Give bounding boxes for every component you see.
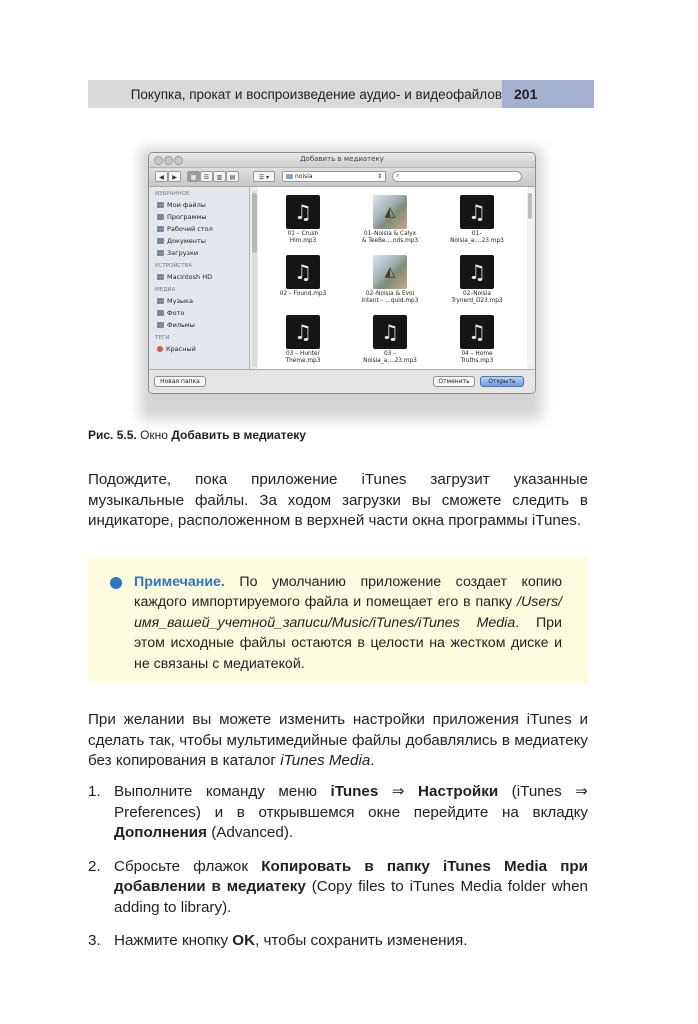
new-folder-button[interactable]: Новая папка bbox=[154, 376, 206, 387]
step-bold: OK bbox=[232, 932, 256, 949]
music-icon bbox=[157, 298, 164, 304]
updown-icon: ⇕ bbox=[376, 173, 382, 180]
file-name-line2: & TeeBe....nds.mp3 bbox=[361, 238, 419, 244]
running-header bbox=[88, 80, 594, 108]
window-titlebar bbox=[149, 153, 535, 168]
sidebar-item-photos[interactable] bbox=[149, 307, 249, 319]
note-box bbox=[88, 557, 588, 683]
list-item bbox=[88, 782, 588, 844]
file-name-line1: 01–Noisia & Calyx bbox=[363, 231, 417, 237]
figure-caption bbox=[88, 428, 306, 442]
album-art-icon: ◭ bbox=[373, 255, 407, 289]
file-name-line2: Intent – ...quid.mp3 bbox=[361, 298, 419, 304]
steps-list bbox=[88, 782, 588, 965]
sidebar-item-label: Фото bbox=[167, 309, 185, 317]
sidebar-item-label: Мои файлы bbox=[167, 201, 206, 209]
list-item-number: 2. bbox=[88, 857, 101, 875]
sidebar-item-macintosh-hd[interactable] bbox=[149, 271, 249, 283]
applications-icon bbox=[157, 214, 164, 220]
file-name-line1: 01– bbox=[471, 231, 483, 237]
file-item[interactable] bbox=[261, 255, 345, 298]
paragraph-2 bbox=[88, 710, 588, 772]
sidebar-item-label: Macintosh HD bbox=[167, 273, 213, 281]
file-item[interactable] bbox=[261, 195, 345, 245]
view-coverflow-button[interactable]: ▤ bbox=[226, 171, 239, 182]
music-note-icon: ♫ bbox=[460, 195, 494, 229]
forward-button[interactable]: ▶ bbox=[168, 171, 181, 182]
sidebar-item-music[interactable] bbox=[149, 295, 249, 307]
sidebar-item-documents[interactable] bbox=[149, 235, 249, 247]
paragraph-2-end: . bbox=[370, 752, 375, 769]
step-text: (iTunes ⇒ Preferences) и в открывшемся окне перейдите на вкладку bbox=[114, 783, 588, 821]
sidebar-item-label: Красный bbox=[166, 345, 196, 353]
step-bold: Дополнения bbox=[114, 824, 207, 841]
view-icons-button[interactable]: ▦ bbox=[187, 171, 200, 182]
file-item[interactable] bbox=[435, 315, 519, 365]
step-text: Сбросьте флажок bbox=[114, 857, 262, 875]
note-text bbox=[134, 572, 562, 674]
page-number: 201 bbox=[502, 80, 594, 108]
window-bottom-bar bbox=[149, 369, 535, 394]
file-name-line2: Trynerd_D23.mp3 bbox=[451, 298, 503, 304]
sidebar-item-applications[interactable] bbox=[149, 211, 249, 223]
content-scrollbar[interactable] bbox=[527, 189, 533, 367]
file-item[interactable] bbox=[348, 255, 432, 305]
file-name-line2: Noisia_a....23.mp3 bbox=[363, 358, 417, 364]
album-art-icon: ◭ bbox=[373, 195, 407, 229]
list-item bbox=[88, 931, 588, 952]
file-grid bbox=[258, 187, 528, 369]
file-item[interactable] bbox=[348, 195, 432, 245]
downloads-icon bbox=[157, 250, 164, 256]
caption-text: Окно bbox=[140, 428, 168, 442]
figure-label: Рис. 5.5. bbox=[88, 428, 137, 442]
note-text-before: По умолчанию приложение создает копию каждого импортируемого файла и помещает его в папку bbox=[134, 574, 562, 611]
caption-bold: Добавить в медиатеку bbox=[171, 428, 306, 442]
sidebar-item-desktop[interactable] bbox=[149, 223, 249, 235]
note-text-after: . При этом исходные файлы остаются в целости на жестком диске и не связаны с медиатекой. bbox=[134, 614, 562, 672]
file-name-line1: 02 – Found.mp3 bbox=[279, 291, 327, 297]
sidebar-item-downloads[interactable] bbox=[149, 247, 249, 259]
open-button[interactable]: Открыть bbox=[480, 376, 524, 387]
path-popup[interactable] bbox=[282, 171, 386, 182]
step-bold: Настройки bbox=[418, 783, 499, 800]
sidebar-scrollbar[interactable] bbox=[252, 191, 257, 367]
list-item-number: 3. bbox=[88, 932, 101, 949]
arrow-glyph: ⇒ bbox=[378, 783, 419, 800]
list-item bbox=[88, 857, 588, 919]
step-text: (Copy files to iTunes Media folder when adding to library). bbox=[114, 878, 588, 916]
sidebar-item-my-files[interactable] bbox=[149, 199, 249, 211]
file-name-line1: 01 – Crush bbox=[287, 231, 319, 237]
search-icon: ⌕ bbox=[396, 172, 400, 179]
path-popup-label: noisia bbox=[295, 173, 313, 180]
step-text: (Advanced). bbox=[207, 824, 294, 841]
view-list-button[interactable]: ☰ bbox=[200, 171, 213, 182]
window-toolbar bbox=[149, 168, 535, 187]
file-name-line1: 04 – Home bbox=[461, 351, 493, 357]
file-name-line2: Noisia_a....23.mp3 bbox=[450, 238, 504, 244]
file-name-line1: 02–Noisia & Evol bbox=[365, 291, 415, 297]
sidebar-section-media: МЕДИА bbox=[155, 287, 176, 293]
file-item[interactable] bbox=[261, 315, 345, 365]
hard-drive-icon bbox=[157, 274, 164, 280]
files-icon bbox=[157, 202, 164, 208]
note-label: Примечание. bbox=[134, 574, 225, 590]
sidebar-section-favorites: ИЗБРАННОЕ bbox=[155, 191, 190, 197]
music-note-icon: ♫ bbox=[286, 255, 320, 289]
sidebar-section-devices: УСТРОЙСТВА bbox=[155, 263, 193, 269]
sidebar-item-label: Музыка bbox=[167, 297, 193, 305]
step-text: Нажмите кнопку bbox=[114, 932, 233, 949]
file-item[interactable] bbox=[435, 195, 519, 245]
list-item-number: 1. bbox=[88, 783, 101, 800]
music-note-icon: ♫ bbox=[460, 315, 494, 349]
sidebar-item-tag-red[interactable] bbox=[149, 343, 249, 355]
file-name-line1: 02–Noisia bbox=[463, 291, 491, 297]
note-bullet-icon bbox=[110, 577, 122, 589]
file-name-line1: 03 – bbox=[383, 351, 397, 357]
file-name-line1: 03 – Hunter bbox=[286, 351, 320, 357]
red-tag-icon bbox=[157, 346, 163, 352]
file-name-line2: Theme.mp3 bbox=[285, 358, 321, 364]
cancel-button[interactable]: Отменить bbox=[433, 376, 475, 387]
file-item[interactable] bbox=[348, 315, 432, 365]
folder-icon bbox=[286, 174, 293, 179]
music-note-icon: ♫ bbox=[460, 255, 494, 289]
documents-icon bbox=[157, 238, 164, 244]
paragraph-2-italic: iTunes Media bbox=[280, 752, 371, 769]
sidebar-item-movies[interactable] bbox=[149, 319, 249, 331]
header-title: Покупка, прокат и воспроизведение аудио- и видеофайлов bbox=[130, 87, 502, 102]
sidebar-item-label: Программы bbox=[167, 213, 207, 221]
add-to-library-window bbox=[148, 152, 536, 394]
music-note-icon: ♫ bbox=[373, 315, 407, 349]
window-title: Добавить в медиатеку bbox=[300, 155, 384, 163]
film-icon bbox=[157, 322, 164, 328]
search-input[interactable] bbox=[392, 171, 522, 182]
sidebar-item-label: Документы bbox=[167, 237, 206, 245]
desktop-icon bbox=[157, 226, 164, 232]
step-bold: Копировать в папку iTunes Media при добавлении в медиатеку bbox=[114, 857, 588, 895]
view-columns-button[interactable]: ▥ bbox=[213, 171, 226, 182]
sidebar bbox=[149, 187, 250, 369]
back-button[interactable]: ◀ bbox=[155, 171, 168, 182]
camera-icon bbox=[157, 310, 164, 316]
music-note-icon: ♫ bbox=[286, 315, 320, 349]
sidebar-item-label: Загрузки bbox=[167, 249, 199, 257]
file-name-line2: Him.mp3 bbox=[289, 238, 317, 244]
arrange-button[interactable]: ☰ ▾ bbox=[253, 171, 275, 182]
paragraph-1: Подождите, пока приложение iTunes загрузит указанные музыкальные файлы. За ходом загрузки вы сможете следить в индикаторе, расположенном в верхней части окна программы iTunes. bbox=[88, 471, 588, 529]
file-item[interactable] bbox=[435, 255, 519, 305]
step-text: , чтобы сохранить изменения. bbox=[255, 932, 468, 949]
step-text: Выполните команду меню bbox=[114, 783, 331, 800]
sidebar-section-tags: ТЕГИ bbox=[155, 335, 170, 341]
sidebar-item-label: Рабочий стол bbox=[167, 225, 213, 233]
music-note-icon: ♫ bbox=[286, 195, 320, 229]
step-bold: iTunes bbox=[330, 783, 379, 800]
note-path: /Users/имя_вашей_учетной_записи/Music/iTunes/iTunes Media bbox=[134, 594, 562, 631]
file-name-line2: Truths.mp3 bbox=[460, 358, 494, 364]
paragraph-2-text: При желании вы можете изменить настройки приложения iTunes и сделать так, чтобы мультимедийные файлы добавлялись в медиатеку без копирования в каталог bbox=[88, 711, 588, 769]
sidebar-item-label: Фильмы bbox=[167, 321, 195, 329]
